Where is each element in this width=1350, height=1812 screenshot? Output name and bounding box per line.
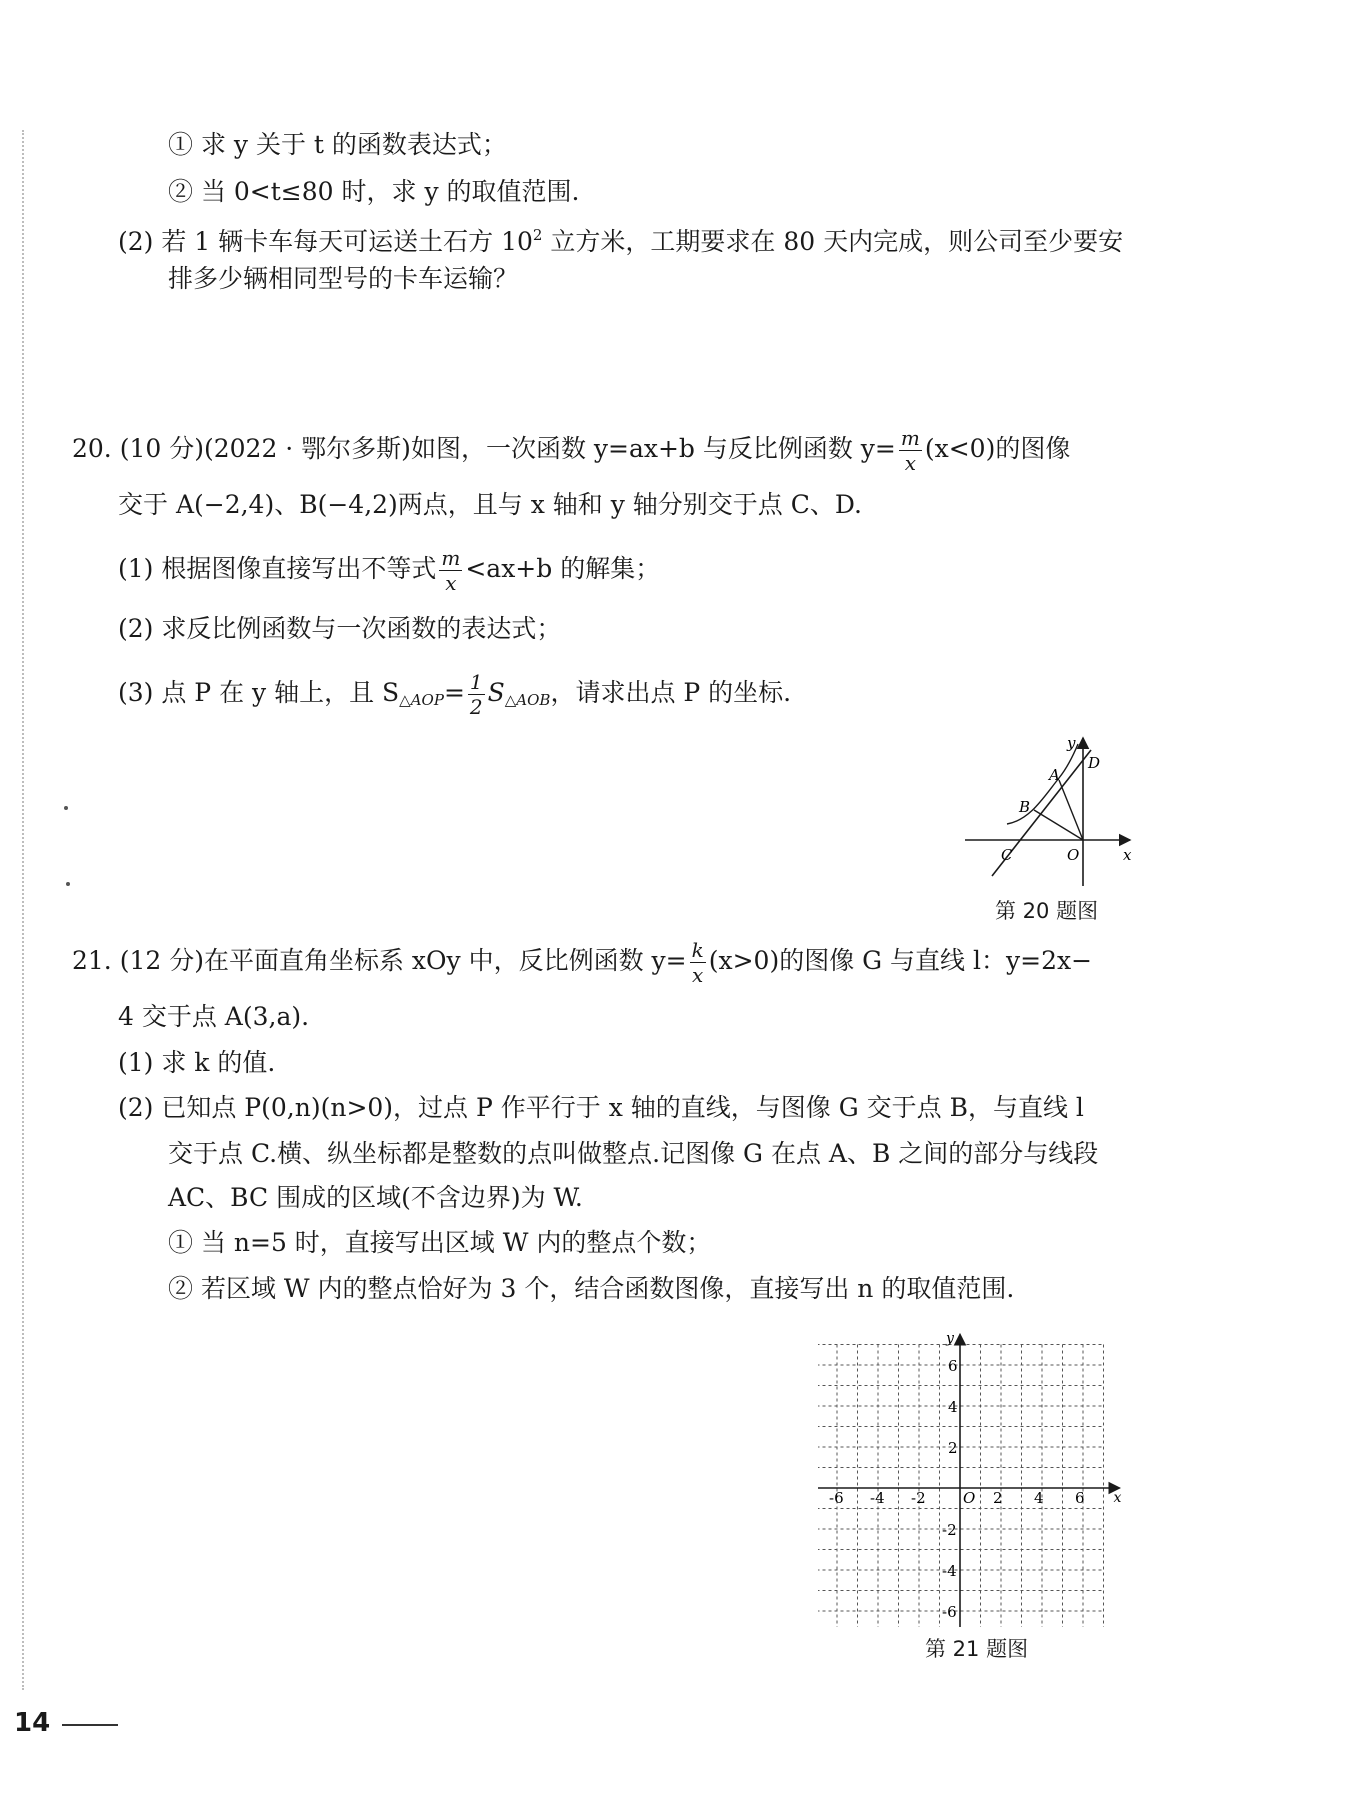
label-O: O	[1067, 846, 1080, 864]
prev-sub-question-2: ② 当 0<t≤80 时，求 y 的取值范围.	[168, 177, 580, 206]
y-tick-label: -4	[942, 1562, 957, 1580]
figure-21-caption: 第 21 题图	[925, 1637, 1029, 1661]
label-y: y	[1067, 734, 1076, 752]
problem-20-question-1: (1) 根据图像直接写出不等式 $\frac{m}{x}$ <ax+b 的解集；	[118, 546, 661, 595]
problem-20-question-2: (2) 求反比例函数与一次函数的表达式；	[118, 614, 562, 643]
margin-guide-line	[22, 130, 24, 1690]
problem-21-grid-figure	[818, 1322, 1136, 1627]
problem-20-statement: 20. (10 分)(2022 · 鄂尔多斯)如图，一次函数 y=ax+b 与反比例函数 y= $\frac{m}{x}$ (x<0)的图像	[72, 426, 1071, 475]
page-number-dash	[62, 1724, 118, 1726]
segment-AO	[1059, 780, 1083, 840]
problem-21-question-2-line-1: (2) 已知点 P(0,n)(n>0)，过点 P 作平行于 x 轴的直线，与图像 G 交于点 B，与直线 l	[118, 1093, 1084, 1122]
y-tick-label: 6	[948, 1357, 958, 1375]
prev-part-2-line-1: (2) 若 1 辆卡车每天可运送土石方 $10^2$ 立方米，工期要求在 80 天内完成，则公司至少要安	[118, 226, 1124, 256]
page-number: 14	[14, 1708, 51, 1738]
y-axis-label: y	[946, 1330, 954, 1347]
scan-speck	[64, 806, 68, 810]
fraction-one-half: $\frac{1}{2}$	[469, 670, 483, 719]
y-tick-label: 4	[948, 1398, 958, 1416]
x-tick-label: 2	[993, 1489, 1003, 1507]
problem-21-question-2-line-3: AC、BC 围成的区域(不含边界)为 W.	[168, 1183, 583, 1212]
problem-21-question-2-line-2: 交于点 C.横、纵坐标都是整数的点叫做整点.记图像 G 在点 A、B 之间的部分与线段	[168, 1139, 1099, 1168]
problem-21-sub-question-1: ① 当 n=5 时，直接写出区域 W 内的整点个数；	[168, 1228, 712, 1257]
fraction-m-over-x: $\frac{m}{x}$	[441, 546, 461, 595]
segment-BO	[1034, 810, 1083, 840]
label-D: D	[1088, 754, 1101, 772]
x-tick-label: -4	[870, 1489, 885, 1507]
label-C: C	[1001, 846, 1013, 864]
y-tick-label: -6	[942, 1603, 957, 1621]
x-tick-label: -2	[911, 1489, 926, 1507]
problem-21-question-1: (1) 求 k 的值.	[118, 1048, 276, 1077]
problem-20-question-3: (3) 点 P 在 y 轴上，且 $S_{\triangle AOP}=$ $\frac{1}{2}$ $S_{\triangle AOB}$，请求出点 P 的坐标.	[118, 670, 792, 719]
x-axis-label: x	[1113, 1490, 1122, 1506]
problem-20-figure	[955, 728, 1135, 888]
x-tick-label: 4	[1034, 1489, 1044, 1507]
y-tick-label: 2	[948, 1439, 958, 1457]
label-A: A	[1049, 766, 1060, 784]
x-tick-label: -6	[829, 1489, 844, 1507]
problem-21-statement: 21. (12 分)在平面直角坐标系 xOy 中，反比例函数 y= $\frac{k}{x}$ (x>0)的图像 G 与直线 l：y=2x−	[72, 938, 1093, 987]
prev-sub-question-1: ① 求 y 关于 t 的函数表达式；	[168, 130, 507, 159]
origin-label: O	[963, 1489, 976, 1507]
problem-21-sub-question-2: ② 若区域 W 内的整点恰好为 3 个，结合函数图像，直接写出 n 的取值范围.	[168, 1274, 1015, 1303]
problem-20-statement-line-2: 交于 A(−2,4)、B(−4,2)两点，且与 x 轴和 y 轴分别交于点 C、D.	[118, 490, 862, 519]
scan-speck	[66, 882, 70, 886]
figure-20-caption: 第 20 题图	[995, 899, 1099, 923]
problem-21-statement-line-2: 4 交于点 A(3,a).	[118, 1002, 310, 1031]
x-tick-label: 6	[1075, 1489, 1085, 1507]
label-B: B	[1019, 798, 1031, 816]
fraction-m-over-x: $\frac{m}{x}$	[900, 426, 920, 475]
fraction-k-over-x: $\frac{k}{x}$	[691, 938, 704, 987]
y-tick-label: -2	[942, 1521, 957, 1539]
prev-part-2-line-2: 排多少辆相同型号的卡车运输？	[168, 264, 519, 293]
label-x: x	[1123, 846, 1132, 864]
